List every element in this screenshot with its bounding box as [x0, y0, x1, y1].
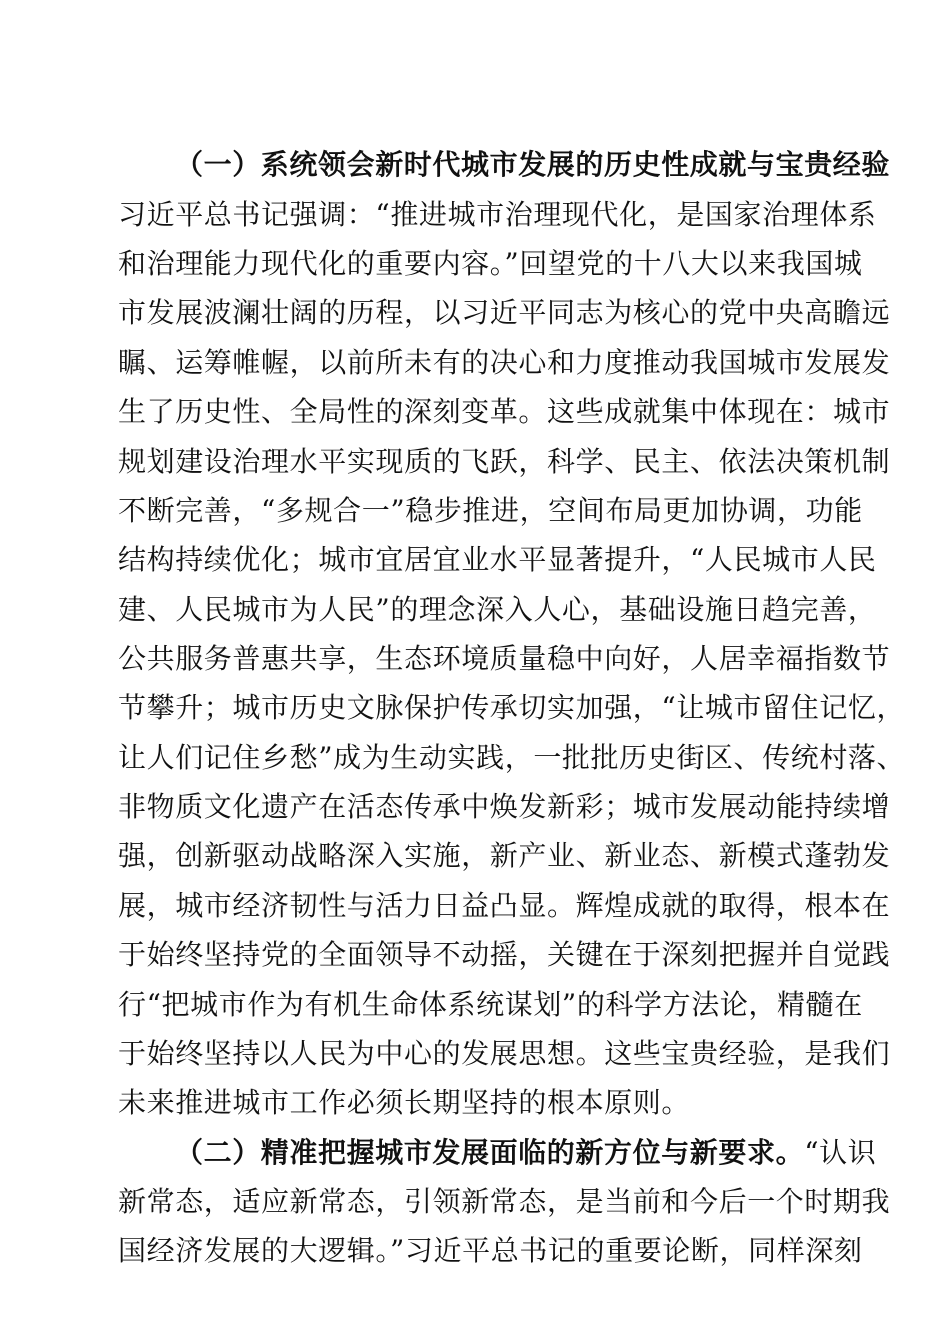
body-line	[118, 1232, 863, 1270]
line-text: 让人们记住乡愁”成为生动实践，一批批历史街区、传统村落、	[118, 741, 906, 774]
line-text: 市发展波澜壮阔的历程，以习近平同志为核心的党中央高瞻远	[118, 296, 891, 329]
body-line	[118, 541, 877, 579]
line-text: 于始终坚持以人民为中心的发展思想。这些宝贵经验，是我们	[118, 1037, 891, 1070]
body-line	[118, 689, 906, 727]
body-line	[118, 1035, 891, 1073]
body-line	[118, 196, 877, 234]
line-text: 新常态，适应新常态，引领新常态，是当前和今后一个时期我	[118, 1185, 891, 1218]
section-heading-2	[175, 1134, 895, 1172]
line-text: 非物质文化遗产在活态传承中焕发新彩；城市发展动能持续增	[118, 790, 891, 823]
body-line	[118, 294, 891, 332]
line-text: 行“把城市作为有机生命体系统谋划”的科学方法论，精髓在	[118, 988, 863, 1021]
body-line	[118, 986, 863, 1024]
line-text: 建、人民城市为人民”的理念深入人心，基础设施日趋完善，	[118, 593, 877, 626]
line-text: 习近平总书记强调：“推进城市治理现代化，是国家治理体系	[118, 198, 877, 231]
body-line	[118, 591, 877, 629]
line-text: 于始终坚持党的全面领导不动摇，关键在于深刻把握并自觉践	[118, 938, 891, 971]
line-text: 未来推进城市工作必须长期坚持的根本原则。	[118, 1086, 691, 1119]
body-line	[118, 492, 863, 530]
line-text: 节攀升；城市历史文脉保护传承切实加强，“让城市留住记忆，	[118, 691, 906, 724]
line-text: 不断完善，“多规合一”稳步推进，空间布局更加协调，功能	[118, 494, 863, 527]
heading-text: （一）系统领会新时代城市发展的历史性成就与宝贵经验	[175, 148, 891, 181]
body-line	[118, 245, 863, 283]
body-line	[118, 640, 891, 678]
line-text: “认识	[804, 1136, 877, 1169]
body-line	[118, 1183, 891, 1221]
line-text: 和治理能力现代化的重要内容。”回望党的十八大以来我国城	[118, 247, 863, 280]
line-text: 结构持续优化；城市宜居宜业水平显著提升，“人民城市人民	[118, 543, 877, 576]
line-text: 公共服务普惠共享，生态环境质量稳中向好，人居幸福指数节	[118, 642, 891, 675]
line-text: 强，创新驱动战略深入实施，新产业、新业态、新模式蓬勃发	[118, 839, 891, 872]
body-line	[118, 887, 891, 925]
body-line	[118, 344, 891, 382]
section-heading-1	[175, 146, 895, 184]
body-line	[118, 936, 891, 974]
body-line	[118, 393, 891, 431]
body-line	[118, 788, 891, 826]
body-line	[118, 837, 891, 875]
line-text: 生了历史性、全局性的深刻变革。这些成就集中体现在：城市	[118, 395, 891, 428]
line-text: 展，城市经济韧性与活力日益凸显。辉煌成就的取得，根本在	[118, 889, 891, 922]
body-line	[118, 1084, 838, 1122]
body-line	[118, 443, 891, 481]
line-text: 瞩、运筹帷幄，以前所未有的决心和力度推动我国城市发展发	[118, 346, 891, 379]
heading-text: （二）精准把握城市发展面临的新方位与新要求。	[175, 1136, 805, 1169]
line-text: 规划建设治理水平实现质的飞跃，科学、民主、依法决策机制	[118, 445, 891, 478]
line-text: 国经济发展的大逻辑。”习近平总书记的重要论断，同样深刻	[118, 1234, 863, 1267]
body-line	[118, 739, 906, 777]
